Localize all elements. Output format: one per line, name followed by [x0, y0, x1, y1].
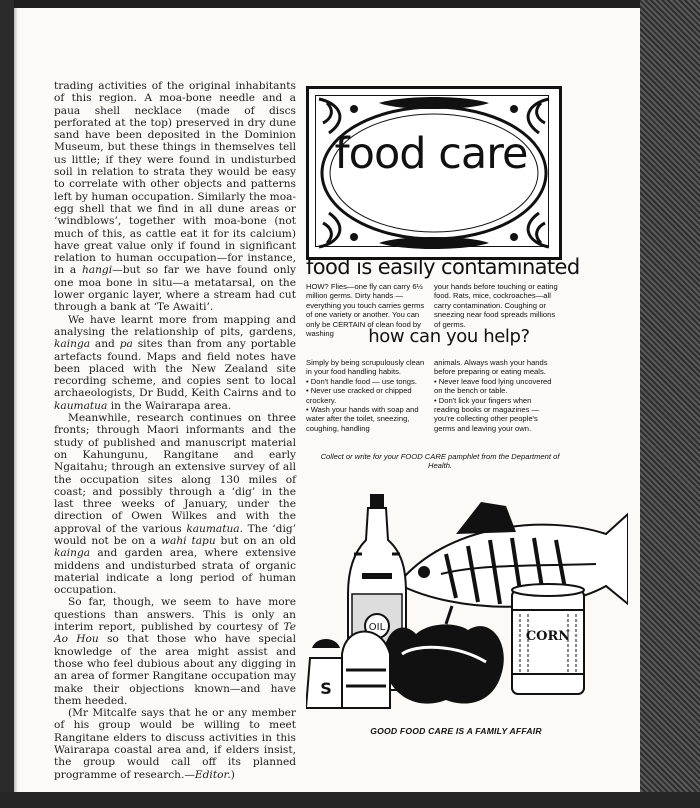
can-label: CORN [525, 629, 571, 644]
article-paragraph-1: trading activities of the original inhabitants of this region. A moa-bone needle and a paua shell necklace (made of discs perforated at the top) preserved in dry dune sand have been deposited in the Dominion Museum, but these things in themselves tell us little; if they were found in undisturbed soil in relation to strata they would be easy to correlate with other objects and patterns left by human occupation. Similarly the moa-egg shell that we find in all dune areas or ‘windblows’, together with moa-bone (not much of this, as cattle eat it for its calcium) have great value only if found in significant relation to human occupation—for instance, in a hangi—but so far we have found only one moa bone in situ—a metatarsal, on the lower organic layer, where a stream had cut through a bank at ‘Te Awaiti’. [54, 80, 297, 314]
article-paragraph-4: So far, though, we seem to have more questions than answers. This is only an interim report, published by courtesy of Te Ao Hou so that those who have special knowledge of the area might assist and those who feel dubious about any digging in an area of former Rangitane occupation may make their objections known—and have them heeded. [54, 596, 296, 707]
corn-can-icon [512, 584, 584, 694]
banner-title: food care [334, 129, 528, 179]
article-paragraph-2: We have learnt more from mapping and analysing the relationship of pits, gardens, kainga and pa sites than from any portable artefacts found. Maps and field notes have been placed with the New Zealand site recording scheme, and copies sent to local archaeologists, Dr Budd, Keith Cairns and to kaumatua in the Wairarapa area. [54, 313, 296, 412]
scan-border-right [640, 0, 700, 808]
scan-border-left [0, 0, 14, 808]
bottle-label: OIL [368, 622, 386, 633]
pot-icon [342, 632, 390, 709]
scan-border-top [0, 0, 700, 8]
headline-contaminated: food is easily contaminated [306, 255, 580, 279]
food-still-life-illustration [306, 494, 628, 714]
slogan-footer: GOOD FOOD CARE IS A FAMILY AFFAIR [370, 726, 542, 736]
contamination-text-left: HOW? Flies—one fly can carry 6½ million germs. Dirty hands —everything you touch carries germs of one variety or another. You can only be CERTAIN of clean food by washing [306, 282, 425, 339]
food-care-advertisement [306, 86, 628, 802]
shaker-label: S [320, 679, 332, 698]
help-text-right: animals. Always wash your hands before preparing or eating meals. • Never leave food lying uncovered on the bench or table. • Don't lick your fingers when reading books or magazines — you're collecting other people's germs and leaving your own. [434, 358, 552, 433]
pamphlet-note: Collect or write for your FOOD CARE pamphlet from the Department of Health. [320, 452, 560, 471]
food-care-banner [306, 86, 562, 260]
article-paragraph-3: Meanwhile, research continues on three fronts; through Maori informants and the study of published and manuscript material on Kahungunu, Rangitane and early Ngaitahu; through an extensive survey of all the occupation sites along 130 miles of coast; and possibly through a ‘dig’ in the last three weeks of January, under the direction of Owen Wilkes and with the approval of the various kaumatua. The ‘dig’ would not be on a wahi tapu but on an old kainga and garden area, where extensive middens and undisturbed strata of organic material indicate a long period of human occupation. [54, 412, 297, 597]
salt-shaker-icon [306, 639, 346, 708]
editor-note: (Mr Mitcalfe says that he or any member of his group would be willing to meet Rangitane elders to discuss activities in this Wairarapa coastal area and, if elders insist, the group would call off its planned programme of research.—Editor.) [54, 707, 296, 781]
article-column [54, 80, 296, 781]
help-text-left: Simply by being scrupulously clean in your food handling habits. • Don't handle food — use tongs. • Never use cracked or chipped crockery. • Wash your hands with soap and water after the toilet, sneezing, coughing, handling [306, 358, 425, 433]
page-gutter-shadow [14, 8, 18, 792]
headline-how-can-you-help: how can you help? [368, 326, 530, 347]
contamination-text-right: your hands before touching or eating food. Rats, mice, cockroaches—all carry contamination. Coughing or sneezing near food spreads millions of germs. [434, 282, 558, 329]
